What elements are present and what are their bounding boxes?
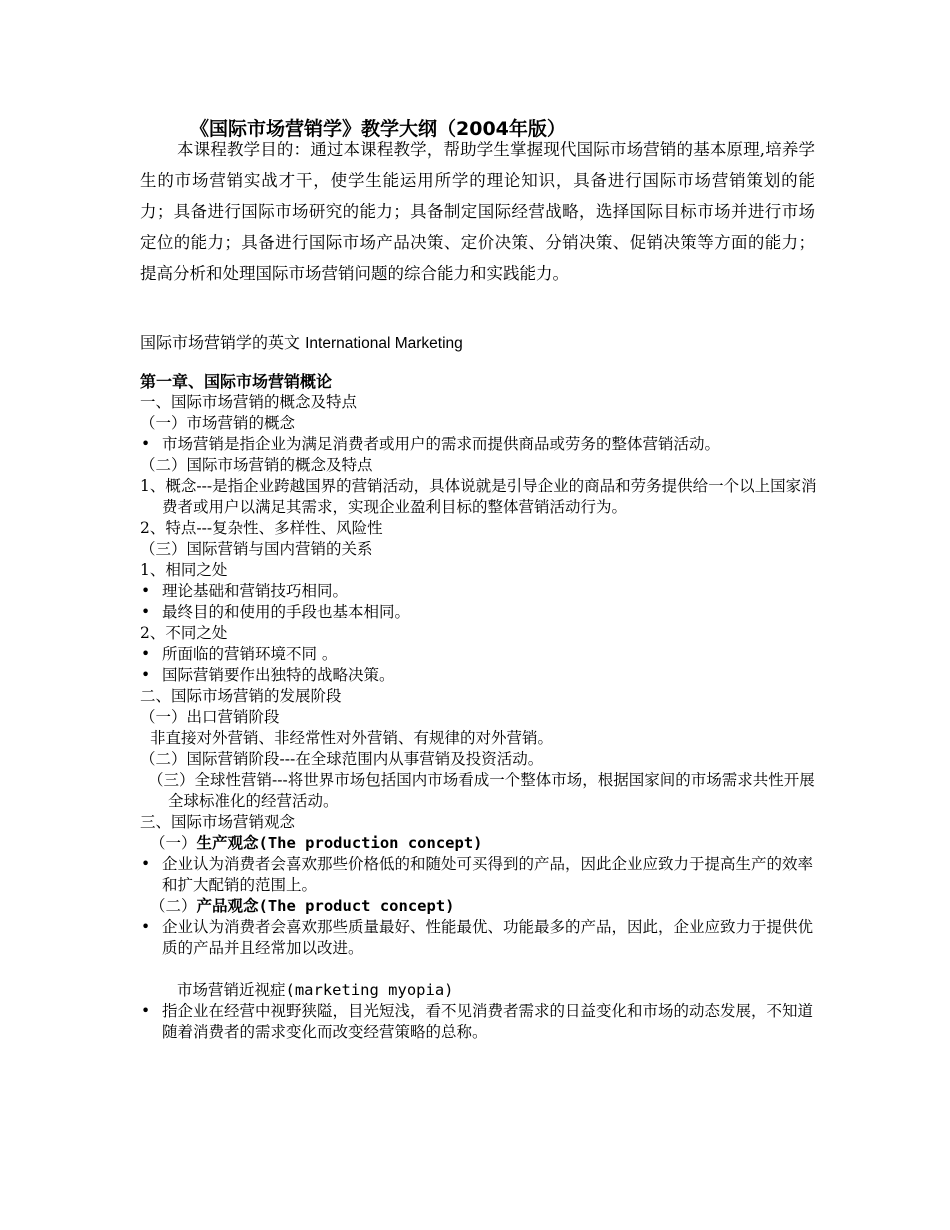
chapter-heading: 第一章、国际市场营销概论	[140, 372, 333, 391]
spacer	[140, 959, 820, 980]
bullet-item: • 企业认为消费者会喜欢那些质量最好、性能最优、功能最多的产品，因此，企业应致力于提供优质的产品并且经常加以改进。	[140, 917, 820, 959]
section-heading: 二、国际市场营销的发展阶段	[140, 687, 342, 705]
intro-paragraph: 本课程教学目的：通过本课程教学，帮助学生掌握现代国际市场营销的基本原理,培养学生的市场营销实战才干，使学生能运用所学的理论知识，具备进行国际市场营销策划的能力；具备进行国际市场研究的能力；具备制定国际经营战略，选择国际目标市场并进行市场定位的能力；具备进行国际市场产品决策、定价决策、分销决策、促销决策等方面的能力；提高分析和处理国际市场营销问题的综合能力和实践能力。	[140, 140, 815, 283]
english-name-label: 国际市场营销学的英文	[140, 333, 301, 352]
section-heading: 一、国际市场营销的概念及特点	[140, 393, 358, 411]
bullet-item: • 国际营销要作出独特的战略决策。	[140, 665, 820, 686]
section-heading: 三、国际市场营销观念	[140, 813, 296, 831]
subsection-heading: （一）出口营销阶段	[140, 708, 280, 726]
subsection-heading: （三）全球性营销---将世界市场包括国内市场看成一个整体市场，根据国家间的市场需求共性开展全球标准化的经营活动。	[148, 771, 815, 810]
bullet-item: • 所面临的营销环境不同 。	[140, 644, 820, 665]
subsection-heading: （二）国际市场营销的概念及特点	[140, 456, 373, 474]
subsection-heading: （二）国际营销阶段---在全球范围内从事营销及投资活动。	[140, 750, 544, 768]
subsection-heading: （一）市场营销的概念	[140, 414, 296, 432]
bullet-item: • 理论基础和营销技巧相同。	[140, 581, 820, 602]
subsection-heading	[140, 896, 820, 917]
numbered-item: 2、特点---复杂性、多样性、风险性	[140, 519, 383, 537]
subsection-heading: （三）国际营销与国内营销的关系	[140, 540, 373, 558]
myopia-english: (marketing myopia)	[285, 981, 454, 999]
body-text: 非直接对外营销、非经常性对外营销、有规律的对外营销。	[150, 729, 554, 747]
bullet-item: • 最终目的和使用的手段也基本相同。	[140, 602, 820, 623]
english-name-value: International Marketing	[305, 335, 463, 352]
subsection-prefix: （一）	[150, 834, 197, 852]
bullet-item: • 指企业在经营中视野狭隘，目光短浅，看不见消费者需求的日益变化和市场的动态发展，不知道随着消费者的需求变化而改变经营策略的总称。	[140, 1001, 820, 1043]
subsection-prefix: （二）	[150, 897, 197, 915]
numbered-item: 2、不同之处	[140, 624, 228, 642]
document-title: 《国际市场营销学》教学大纲（2004年版）	[190, 118, 566, 140]
concept-title: 产品观念(The product concept)	[196, 897, 455, 915]
bullet-item: • 企业认为消费者会喜欢那些价格低的和随处可买得到的产品，因此企业应致力于提高生产的效率和扩大配销的范围上。	[140, 854, 820, 896]
chapter-outline	[140, 371, 820, 1043]
bullet-item: • 市场营销是指企业为满足消费者或用户的需求而提供商品或劳务的整体营销活动。	[140, 434, 820, 455]
concept-title: 生产观念(The production concept)	[196, 834, 483, 852]
english-name-line	[140, 330, 463, 353]
myopia-heading	[140, 980, 820, 1001]
numbered-item: 1、概念---是指企业跨越国界的营销活动，具体说就是引导企业的商品和劳务提供给一个以上国家消费者或用户以满足其需求，实现企业盈利目标的整体营销活动行为。	[140, 477, 817, 516]
myopia-label: 市场营销近视症	[177, 981, 286, 999]
numbered-item: 1、相同之处	[140, 561, 228, 579]
subsection-heading	[140, 833, 820, 854]
